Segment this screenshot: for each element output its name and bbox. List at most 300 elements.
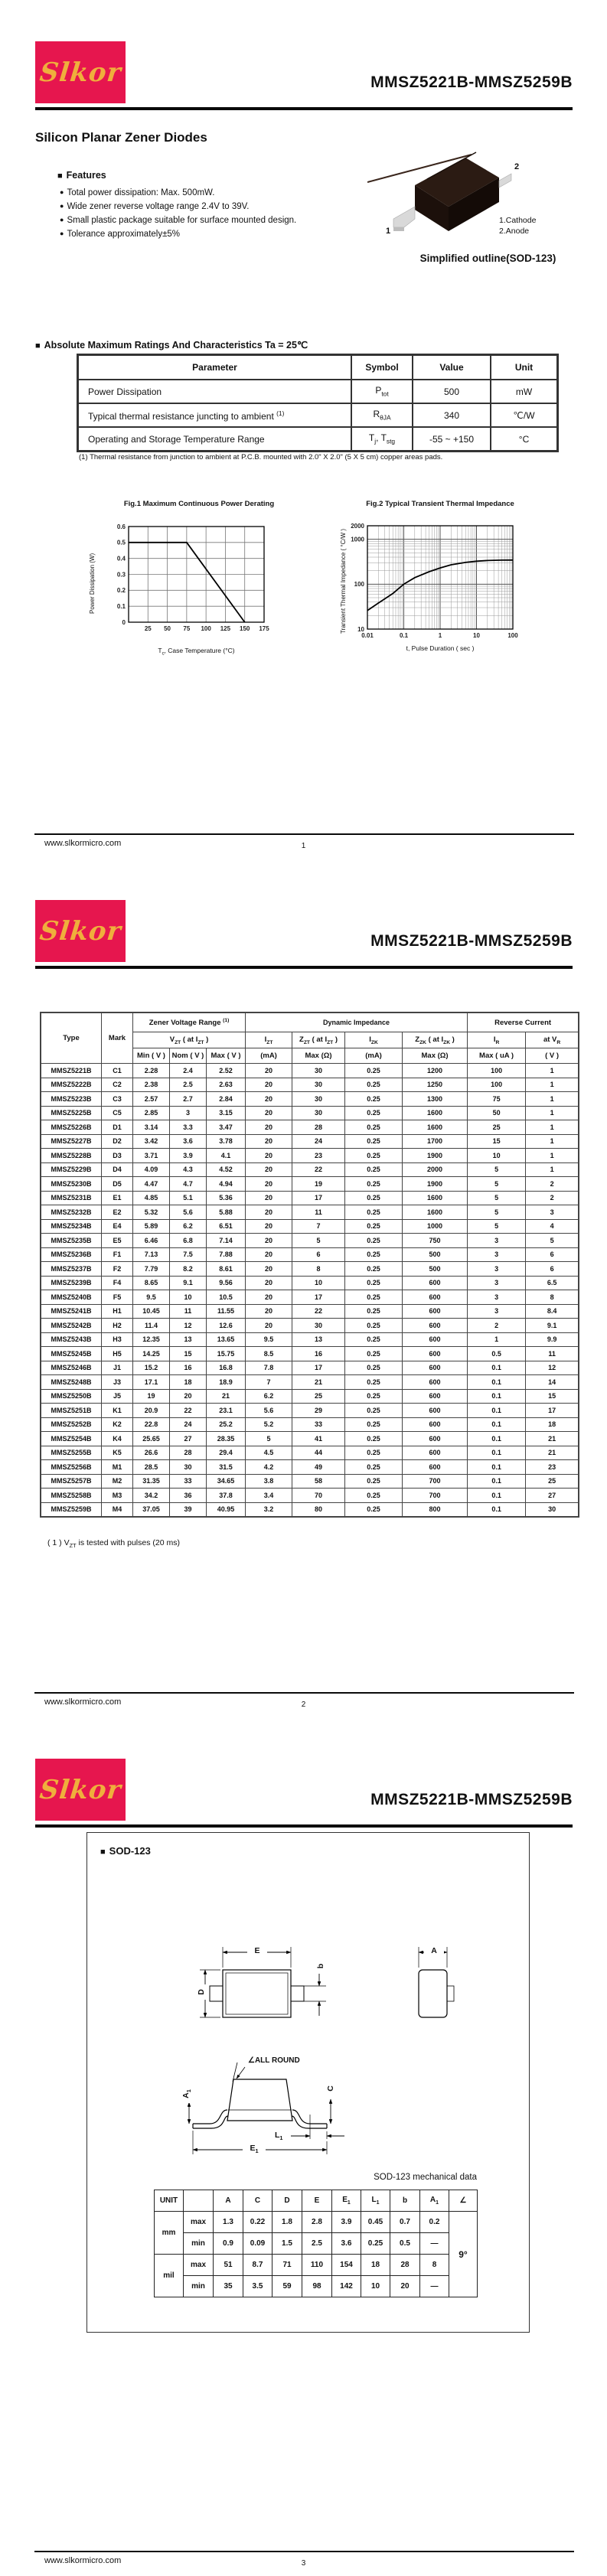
cell: 33 [292,1418,344,1432]
col-L1: $L_1$ [361,2190,390,2212]
cell: 1 [468,1333,525,1347]
cell: 6 [526,1248,578,1262]
cell: MMSZ5256B [41,1460,101,1474]
cell: 4.1 [207,1149,245,1162]
cell: 28 [390,2255,420,2276]
cell: 10.5 [207,1290,245,1304]
cell: 600 [403,1460,467,1474]
electrical-row [41,1375,578,1389]
cell: 600 [403,1375,467,1389]
cell: 20 [246,1064,292,1078]
cell: 39 [170,1503,206,1517]
cell: 20 [170,1390,206,1404]
cell: MMSZ5251B [41,1404,101,1417]
cell: 2.28 [133,1064,169,1078]
package-3d-image [367,145,521,256]
cell: 8.4 [526,1305,578,1319]
cell: 1 [526,1135,578,1149]
svg-text:150: 150 [240,625,250,632]
cell: MMSZ5234B [41,1220,101,1234]
fig2-plot [344,521,521,647]
cell: 0.25 [345,1347,402,1361]
package-caption: Simplified outline(SOD-123) [419,253,556,264]
cell: 9.5 [246,1333,292,1347]
cell: 17.1 [133,1375,169,1389]
cell: D3 [102,1149,132,1162]
footer-url: www.slkormicro.com [44,839,122,848]
cell: 2.38 [133,1078,169,1092]
cell: — [420,2276,449,2297]
cell: 0.25 [345,1234,402,1247]
cell: 15.75 [207,1347,245,1361]
cell: 4.52 [207,1163,245,1177]
cell: 5 [468,1205,525,1219]
cell: 13 [170,1333,206,1347]
col-type: Type [41,1013,101,1063]
cell: 10 [170,1290,206,1304]
pin-legend [499,215,536,236]
cell: 19 [133,1390,169,1404]
cell: 600 [403,1347,467,1361]
cell: 2.84 [207,1092,245,1106]
slkor-logo-text: Slkor [38,915,123,947]
cell: 2.57 [133,1092,169,1106]
cell: 3.4 [246,1489,292,1502]
cell: 100 [468,1078,525,1092]
col-parameter: Parameter [79,356,351,379]
cell: 15 [468,1135,525,1149]
cell: 20 [246,1248,292,1262]
cell: 16 [170,1361,206,1375]
cell: 6 [526,1262,578,1276]
cell: 40.95 [207,1503,245,1517]
cell: 8.5 [246,1347,292,1361]
cell: 20.9 [133,1404,169,1417]
cell: 0.1 [468,1503,525,1517]
cell: 71 [272,2255,302,2276]
cell: 5 [292,1234,344,1247]
col-zzt: $Z_{ZT}$ ( at $I_{ZT}$ ) [292,1032,344,1048]
cell: 10 [292,1277,344,1290]
unit-max-ohm: Max (Ω) [292,1048,344,1063]
electrical-row [41,1319,578,1332]
cell: 20 [390,2276,420,2297]
cell: F1 [102,1248,132,1262]
cell: 30 [292,1092,344,1106]
cell: 3.47 [207,1120,245,1134]
cell: 0.25 [345,1375,402,1389]
cell: 3.78 [207,1135,245,1149]
dim-label-L1: $L_1$ [275,2131,283,2142]
cell: 154 [332,2255,361,2276]
cell: 5 [468,1192,525,1205]
bullet-icon: ● [60,202,64,210]
cell: 500 [403,1262,467,1276]
cell: 1.3 [214,2212,243,2233]
cell: 30 [292,1078,344,1092]
cell: 24 [170,1418,206,1432]
cell: 340 [413,404,490,426]
cell: 5 [246,1432,292,1446]
cell: 20 [246,1107,292,1120]
cell: 800 [403,1503,467,1517]
col-E1: $E_1$ [332,2190,361,2212]
dim-label-D: D [197,1984,206,2000]
cell: 100 [468,1064,525,1078]
cell: 3.71 [133,1149,169,1162]
cell: 3.2 [246,1503,292,1517]
cell: 0.25 [345,1319,402,1332]
cell: 30 [292,1107,344,1120]
cell: MMSZ5250B [41,1390,101,1404]
cell: MMSZ5229B [41,1163,101,1177]
electrical-row [41,1446,578,1460]
cell: MMSZ5252B [41,1418,101,1432]
electrical-row [41,1192,578,1205]
svg-text:0.01: 0.01 [361,632,374,639]
cell: 5.88 [207,1205,245,1219]
cell: $R_{\theta JA}$ [352,404,412,426]
cell: K5 [102,1446,132,1460]
cell: 11.4 [133,1319,169,1332]
cell: 2.85 [133,1107,169,1120]
cell: 20 [246,1120,292,1134]
cell: 5 [468,1163,525,1177]
electrical-row [41,1205,578,1219]
cell: 14.25 [133,1347,169,1361]
mech-row [155,2233,478,2255]
col-symbol: Symbol [352,356,412,379]
cell: 600 [403,1305,467,1319]
cell: 3.14 [133,1120,169,1134]
page-title: MMSZ5221B-MMSZ5259B [370,73,573,91]
cell: 500 [413,380,490,403]
cell: 36 [170,1489,206,1502]
cell: 20 [246,1319,292,1332]
cell: 0.25 [345,1418,402,1432]
cell: 18 [361,2255,390,2276]
cell: 30 [526,1503,578,1517]
cell: 12.35 [133,1333,169,1347]
cell: 1600 [403,1107,467,1120]
bullet-icon: ● [60,188,64,196]
cell: 5.6 [170,1205,206,1219]
cell: E2 [102,1205,132,1219]
cell: 25 [468,1120,525,1134]
cell: 18 [526,1418,578,1432]
slkor-logo-text: Slkor [38,1774,123,1805]
cell: 20 [246,1290,292,1304]
cell: 0.25 [345,1092,402,1106]
cell: D2 [102,1135,132,1149]
page-title: MMSZ5221B-MMSZ5259B [370,932,573,950]
header-rule [35,966,573,969]
cell: E5 [102,1234,132,1247]
cell: 0.25 [345,1361,402,1375]
cell: ℃/W [491,404,556,426]
features-heading: ■ Features [57,170,106,181]
cell: 20 [246,1177,292,1191]
cell: 4.7 [170,1177,206,1191]
cell: 5 [468,1177,525,1191]
svg-text:100: 100 [354,581,364,589]
cell: K4 [102,1432,132,1446]
electrical-row [41,1092,578,1106]
cell: 8.2 [170,1262,206,1276]
cell: 75 [468,1092,525,1106]
cell: 0.25 [345,1149,402,1162]
mech-header-row [155,2190,478,2212]
cell: 9.1 [526,1319,578,1332]
unit-cell: mil [155,2255,184,2297]
cell: 21 [526,1432,578,1446]
cell: 0.25 [345,1503,402,1517]
mech-row [155,2255,478,2276]
page-1 [0,0,607,859]
cell: 0.25 [345,1120,402,1134]
cell: 0.25 [345,1404,402,1417]
cell: -55 ~ +150 [413,428,490,450]
cell: 1200 [403,1064,467,1078]
section-square-icon: ■ [35,341,41,351]
mechanical-outline-box [86,1832,530,2333]
col-value: Value [413,356,490,379]
cell: 20 [246,1262,292,1276]
cell: 10 [361,2276,390,2297]
cell: 600 [403,1290,467,1304]
cell: 59 [272,2276,302,2297]
electrical-header-row1 [41,1013,578,1032]
cell: MMSZ5259B [41,1503,101,1517]
cell: F5 [102,1290,132,1304]
cell: MMSZ5223B [41,1092,101,1106]
cell: 2.63 [207,1078,245,1092]
abs-max-row [79,404,556,426]
electrical-row [41,1432,578,1446]
col-mark: Mark [102,1013,132,1063]
electrical-row [41,1220,578,1234]
svg-text:0.4: 0.4 [116,555,126,562]
cell: 1 [526,1092,578,1106]
dim-label-A: A [424,1946,444,1955]
cell: 0.1 [468,1404,525,1417]
cell: 20 [246,1092,292,1106]
cell: 2000 [403,1163,467,1177]
cell: 0.1 [468,1446,525,1460]
cell: 0.1 [468,1489,525,1502]
cell: 51 [214,2255,243,2276]
limit-cell: max [184,2212,214,2233]
cell: 7 [292,1220,344,1234]
footer-url: www.slkormicro.com [44,1697,122,1707]
cell: °C [491,428,556,450]
fig1-x-axis-label: $T_c$, Case Temperature (°C) [158,647,235,657]
cell: MMSZ5245B [41,1347,101,1361]
col-D: D [272,2190,302,2212]
cell: MMSZ5221B [41,1064,101,1078]
electrical-row [41,1064,578,1078]
cell: 0.7 [390,2212,420,2233]
cell: 0.5 [390,2233,420,2255]
cell: H1 [102,1305,132,1319]
col-nom: Nom ( V ) [170,1048,206,1063]
cell: 750 [403,1234,467,1247]
cell: 29.4 [207,1446,245,1460]
cell: 2.4 [170,1064,206,1078]
cell: Typical thermal resistance juncting to ambient $^{(1)}$ [79,404,351,426]
cell: 22 [170,1404,206,1417]
cell: 6.46 [133,1234,169,1247]
cell: MMSZ5257B [41,1475,101,1489]
mech-table-body [155,2212,478,2297]
cell: H2 [102,1319,132,1332]
cell: 19 [292,1177,344,1191]
cell: 600 [403,1361,467,1375]
cell: 2.5 [302,2233,332,2255]
cell: 34.2 [133,1489,169,1502]
cell: MMSZ5227B [41,1135,101,1149]
cell: 21 [526,1446,578,1460]
cell: 4.85 [133,1192,169,1205]
cell: C1 [102,1064,132,1078]
cell: 20 [246,1135,292,1149]
cell: 22 [292,1305,344,1319]
fig1-y-axis-label: Power Dissipation (W) [89,553,96,614]
cell: 0.1 [468,1475,525,1489]
cell: 1 [526,1078,578,1092]
cell: 31.5 [207,1460,245,1474]
cell: 6.51 [207,1220,245,1234]
cell: 8.7 [243,2255,272,2276]
pin2-label: 2.Anode [499,227,530,236]
col-limit [184,2190,214,2212]
cell: MMSZ5255B [41,1446,101,1460]
cell: 2.5 [170,1078,206,1092]
electrical-row [41,1361,578,1375]
electrical-row [41,1163,578,1177]
electrical-row [41,1305,578,1319]
cell: 0.25 [345,1177,402,1191]
col-C: C [243,2190,272,2212]
cell: 0.25 [345,1390,402,1404]
cell: $T_j$, $T_{stg}$ [352,428,412,450]
cell: 30 [170,1460,206,1474]
cell: 700 [403,1475,467,1489]
cell: 0.25 [345,1460,402,1474]
cell: 80 [292,1503,344,1517]
electrical-row [41,1390,578,1404]
electrical-row [41,1489,578,1502]
cell: 1700 [403,1135,467,1149]
cell: K1 [102,1404,132,1417]
cell: 10.45 [133,1305,169,1319]
svg-text:175: 175 [259,625,269,632]
cell: 6.2 [246,1390,292,1404]
sod123-heading: ■ SOD-123 [100,1845,151,1857]
cell: MMSZ5228B [41,1149,101,1162]
cell: 12.6 [207,1319,245,1332]
col-at-vr: at $V_R$ [526,1032,578,1048]
col-A: A [214,2190,243,2212]
cell: 3.9 [332,2212,361,2233]
cell: 2.7 [170,1092,206,1106]
cell: 21 [292,1375,344,1389]
svg-text:0.1: 0.1 [116,602,126,610]
svg-text:75: 75 [183,625,191,632]
cell: 17 [292,1290,344,1304]
cell: 16 [292,1347,344,1361]
svg-text:0.5: 0.5 [116,539,126,546]
section-square-icon: ■ [100,1847,106,1857]
cell: MMSZ5241B [41,1305,101,1319]
cell: 1 [526,1149,578,1162]
cell: 0.1 [468,1361,525,1375]
cell: MMSZ5258B [41,1489,101,1502]
abs-max-row [79,428,556,450]
cell: 50 [468,1107,525,1120]
cell: 2 [526,1177,578,1191]
cell: 1250 [403,1078,467,1092]
cell: 3.42 [133,1135,169,1149]
cell: 600 [403,1319,467,1332]
col-A1: $A_1$ [420,2190,449,2212]
col-angle: ∠ [449,2190,478,2212]
cell: 27 [170,1432,206,1446]
cell: 2.8 [302,2212,332,2233]
cell: 4.09 [133,1163,169,1177]
fig1-plot [103,522,271,645]
cell: MMSZ5226B [41,1120,101,1134]
dim-label-E1: $E_1$ [243,2144,266,2154]
cell: MMSZ5243B [41,1333,101,1347]
svg-text:50: 50 [164,625,171,632]
cell: MMSZ5236B [41,1248,101,1262]
footer-rule [34,2551,574,2552]
cell: 0.2 [420,2212,449,2233]
limit-cell: max [184,2255,214,2276]
pin1-label: 1.Cathode [499,216,537,225]
cell: D1 [102,1120,132,1134]
cell: 34.65 [207,1475,245,1489]
svg-text:1: 1 [438,632,442,639]
bullet-icon: ● [60,216,64,223]
slkor-logo-text: Slkor [38,57,123,88]
cell: 25.65 [133,1432,169,1446]
pin2-number: 2 [514,162,520,171]
cell: 31.35 [133,1475,169,1489]
svg-text:1000: 1000 [351,536,364,543]
cell: 0.09 [243,2233,272,2255]
cell: 5.89 [133,1220,169,1234]
electrical-table [40,1012,579,1518]
cell: 3 [468,1277,525,1290]
electrical-row [41,1078,578,1092]
cell: 0.25 [345,1107,402,1120]
electrical-row [41,1135,578,1149]
cell: 1900 [403,1149,467,1162]
cell: MMSZ5246B [41,1361,101,1375]
cell: MMSZ5239B [41,1277,101,1290]
slkor-logo [35,1759,126,1821]
abs-max-heading: ■ Absolute Maximum Ratings And Characteristics Ta = 25℃ [35,340,308,351]
cell: 0.5 [468,1347,525,1361]
cell: E1 [102,1192,132,1205]
fig2-y-axis-label: Transient Thermal Impedance ( °C/W ) [340,528,347,634]
cell: 600 [403,1333,467,1347]
cell: 0.25 [345,1290,402,1304]
cell: 20 [246,1078,292,1092]
cell: 3 [468,1305,525,1319]
